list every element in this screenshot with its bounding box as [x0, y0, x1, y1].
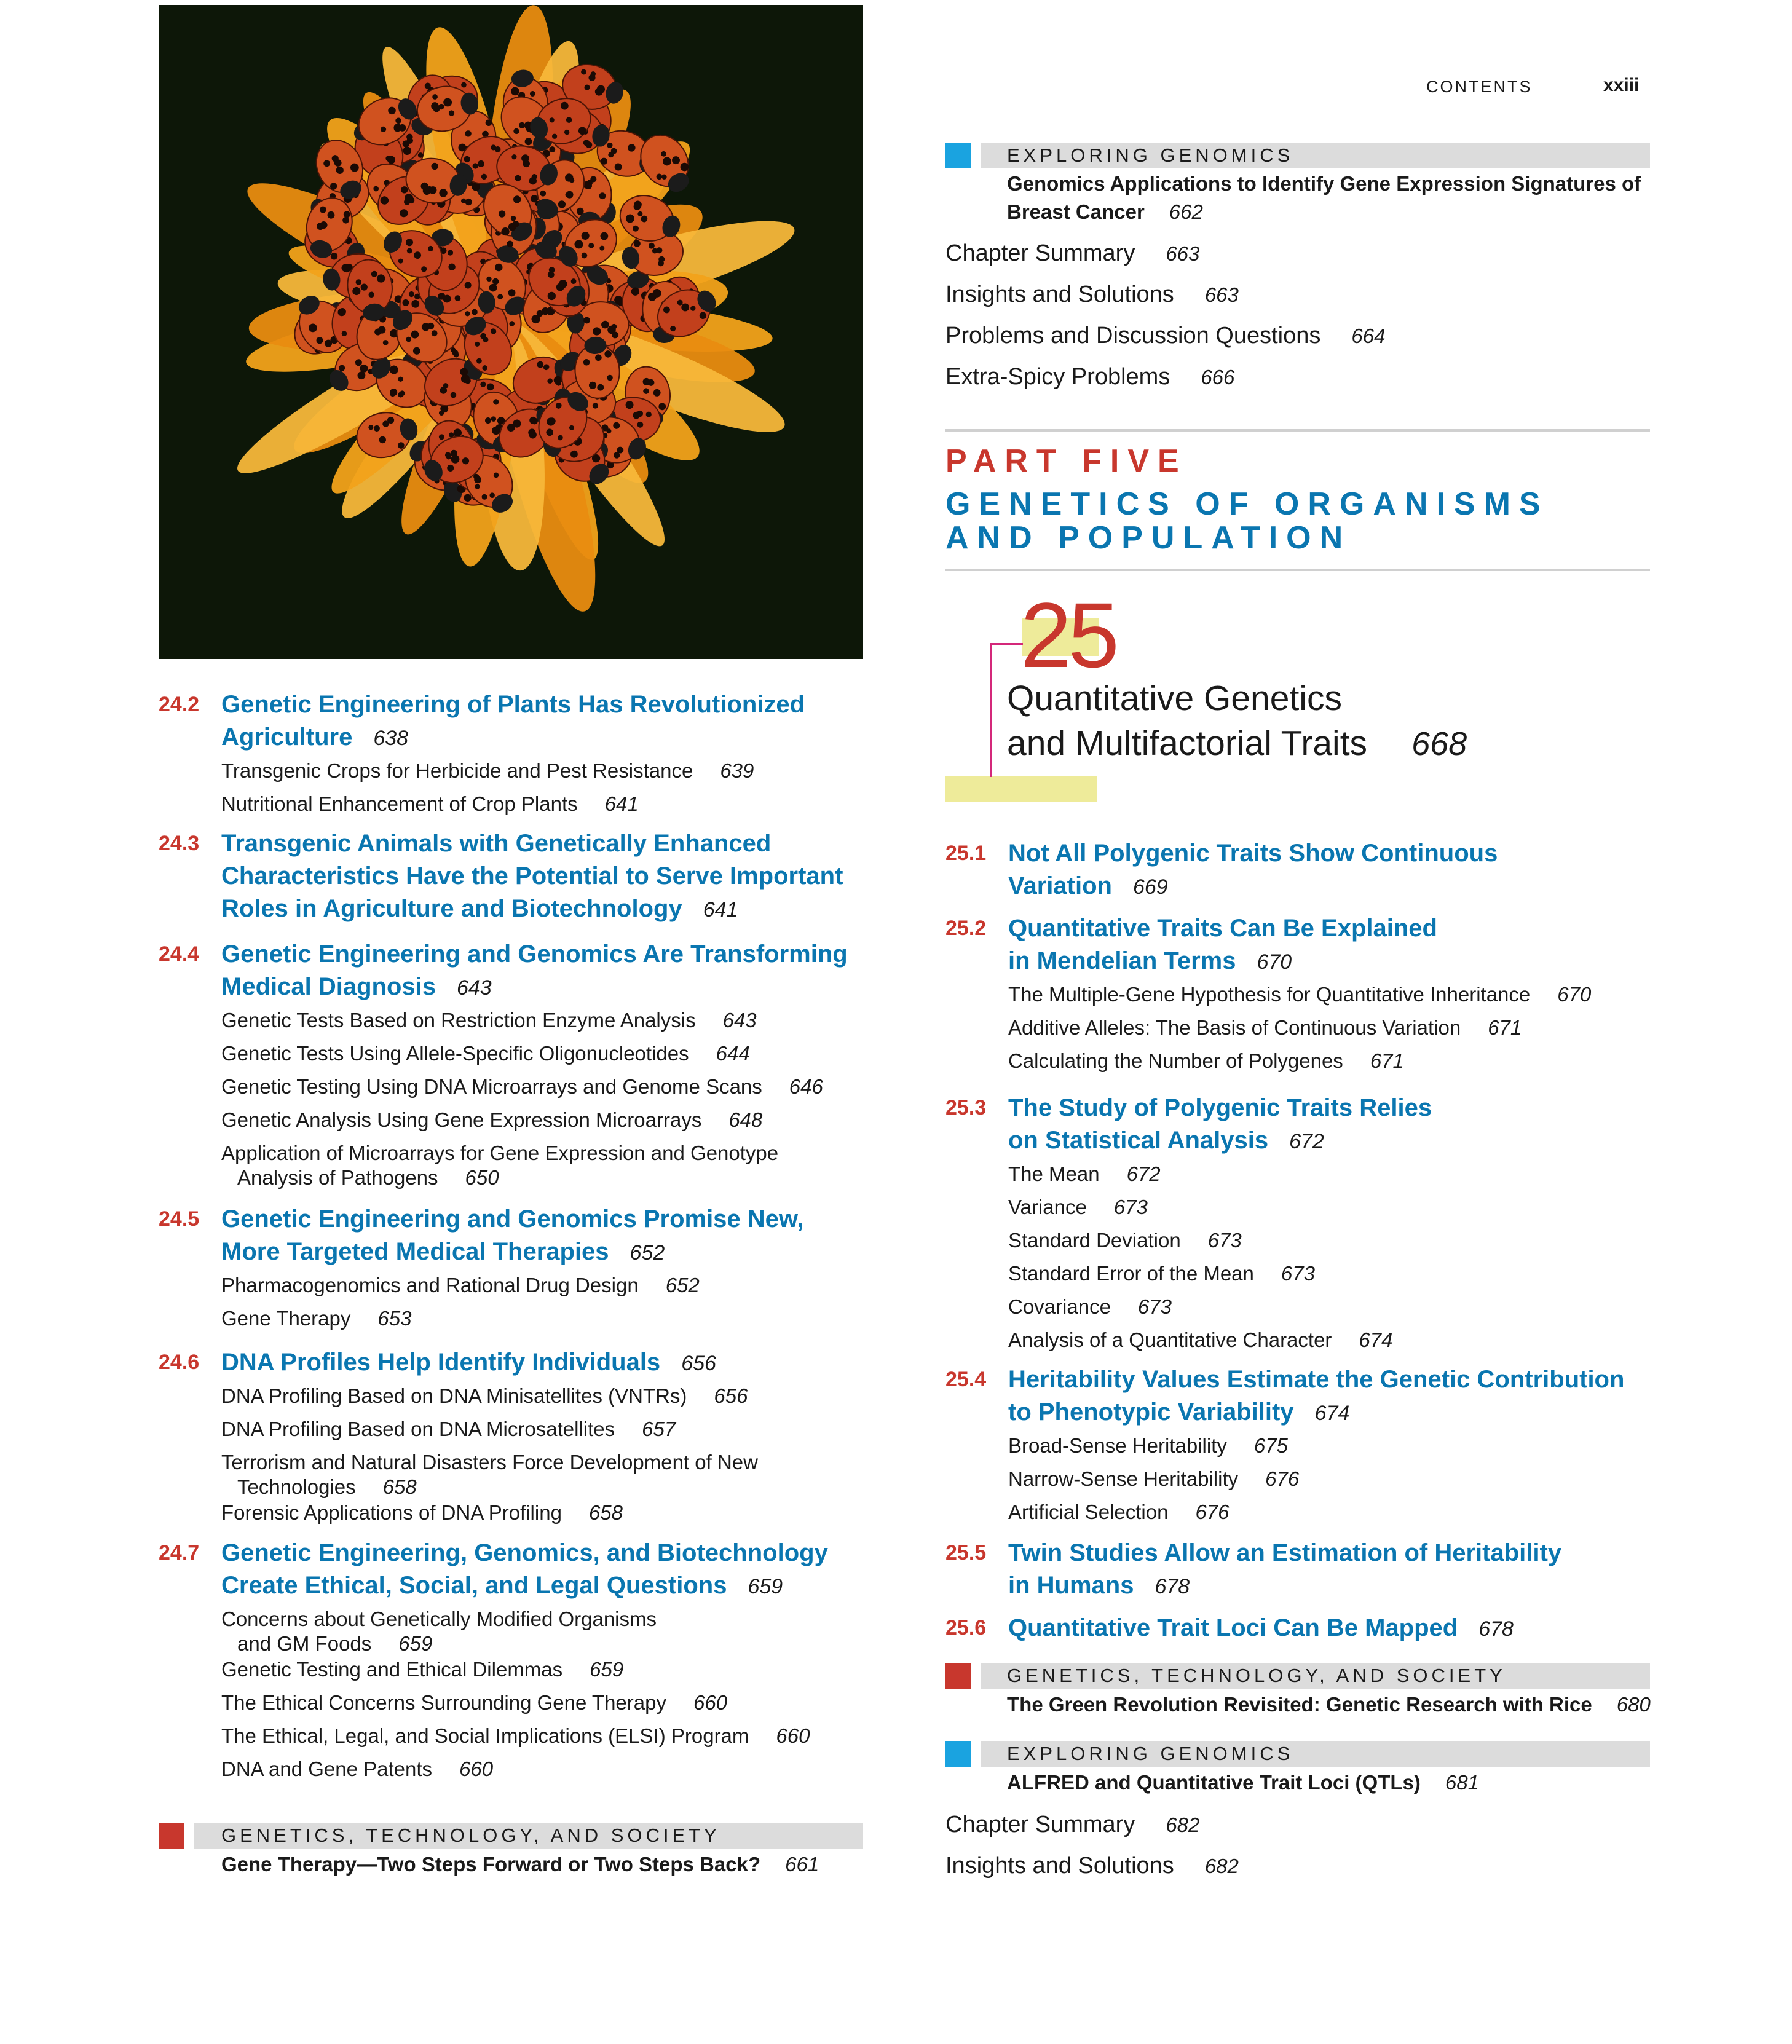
subsection-title: Forensic Applications of DNA Profiling [221, 1501, 562, 1524]
section-title-line: Genetic Engineering of Plants Has Revolutionized [221, 691, 805, 718]
subsection-title-cont: and GM Foods 659 [237, 1632, 433, 1655]
subsection-title: The Ethical Concerns Surrounding Gene Therapy [221, 1691, 666, 1714]
subsection-title: Gene Therapy [221, 1307, 351, 1330]
feature-title[interactable] [1007, 170, 1641, 226]
section-number: 25.6 [945, 1616, 987, 1640]
subsection-page: 650 [465, 1166, 499, 1189]
subsection-title: Concerns about Genetically Modified Organisms [221, 1608, 657, 1630]
subsection-title: DNA Profiling Based on DNA Minisatellites (VNTRs) [221, 1384, 687, 1407]
subsection-page: 672 [1126, 1162, 1161, 1185]
chapter-rule [990, 643, 992, 777]
section-title-line: on Statistical Analysis [1008, 1127, 1269, 1154]
chapter-title: Quantitative Genetics [1007, 679, 1342, 718]
section-title-line: Variation [1008, 872, 1112, 899]
subsection-title: The Multiple-Gene Hypothesis for Quantitative Inheritance [1008, 983, 1531, 1006]
subsection-page: 657 [642, 1418, 676, 1440]
feature-marker-blue [945, 143, 971, 168]
endmatter-title: Chapter Summary [945, 240, 1135, 266]
feature-label: EXPLORING GENOMICS [1007, 144, 1294, 166]
subsection-title: DNA Profiling Based on DNA Microsatellites [221, 1418, 615, 1440]
subsection-title: Analysis of a Quantitative Character [1008, 1328, 1332, 1351]
running-head: CONTENTS [1426, 77, 1533, 96]
subsection-title: Standard Deviation [1008, 1229, 1181, 1252]
section-number: 24.5 [159, 1207, 200, 1231]
feature-title[interactable] [1007, 1769, 1479, 1797]
subsection-page: 644 [716, 1042, 750, 1065]
subsection-page: 674 [1359, 1328, 1393, 1351]
endmatter-title: Chapter Summary [945, 1812, 1135, 1837]
subsection-title: Broad-Sense Heritability [1008, 1434, 1227, 1457]
section-title-line: Transgenic Animals with Genetically Enhanced [221, 830, 772, 857]
subsection-title: Genetic Testing Using DNA Microarrays and Genome Scans [221, 1075, 762, 1098]
section-title [221, 689, 873, 755]
section-page: 670 [1257, 950, 1292, 974]
endmatter-item[interactable] [945, 1809, 1199, 1841]
endmatter-page: 666 [1201, 366, 1235, 389]
section-page: 652 [630, 1241, 665, 1265]
section-page: 659 [748, 1575, 783, 1598]
feature-label: GENETICS, TECHNOLOGY, AND SOCIETY [1007, 1665, 1506, 1686]
toc-subsection[interactable] [221, 1306, 411, 1331]
feature-marker-red [945, 1663, 971, 1689]
section-page: 656 [681, 1352, 716, 1375]
section-title [221, 1346, 873, 1380]
toc-subsection[interactable] [221, 1607, 657, 1656]
part-title: AND POPULATION [945, 520, 1352, 556]
endmatter-item[interactable] [945, 237, 1199, 270]
section-page: 672 [1289, 1130, 1324, 1153]
endmatter-item[interactable] [945, 361, 1234, 393]
feature-label: EXPLORING GENOMICS [1007, 1743, 1294, 1764]
subsection-title: Terrorism and Natural Disasters Force Development of New [221, 1451, 758, 1474]
section-number: 24.3 [159, 832, 200, 855]
page-number: xxiii [1603, 75, 1640, 95]
feature-title-line: Breast Cancer [1007, 200, 1145, 223]
endmatter-page: 663 [1204, 283, 1239, 306]
feature-title-line: Genomics Applications to Identify Gene Expression Signatures of [1007, 172, 1641, 195]
toc-subsection[interactable] [1008, 1228, 1242, 1253]
subsection-page: 676 [1265, 1467, 1300, 1490]
section-title-line: Create Ethical, Social, and Legal Questions [221, 1572, 727, 1599]
subsection-page: 671 [1488, 1016, 1522, 1039]
section-title-line: Not All Polygenic Traits Show Continuous [1008, 840, 1498, 867]
toc-subsection[interactable] [1008, 1328, 1392, 1352]
endmatter-title: Problems and Discussion Questions [945, 323, 1321, 349]
toc-subsection[interactable] [221, 1008, 757, 1033]
divider [945, 569, 1650, 571]
subsection-page: 671 [1370, 1049, 1404, 1072]
section-number: 25.3 [945, 1096, 987, 1119]
subsection-page: 660 [459, 1758, 494, 1780]
subsection-title: Genetic Testing and Ethical Dilemmas [221, 1658, 563, 1681]
endmatter-page: 664 [1351, 325, 1386, 347]
toc-subsection[interactable] [221, 792, 639, 816]
endmatter-item[interactable] [945, 1850, 1239, 1882]
toc-subsection[interactable] [1008, 1261, 1315, 1286]
endmatter-title: Insights and Solutions [945, 282, 1174, 307]
section-title [221, 827, 873, 926]
section-number: 24.7 [159, 1541, 200, 1565]
endmatter-item[interactable] [945, 320, 1385, 352]
toc-subsection[interactable] [1008, 1162, 1161, 1186]
subsection-title: Narrow-Sense Heritability [1008, 1467, 1239, 1490]
section-title-line: Genetic Engineering, Genomics, and Biotechnology [221, 1539, 828, 1566]
toc-subsection[interactable] [221, 1657, 623, 1682]
subsection-page: 659 [398, 1632, 433, 1655]
section-number: 25.1 [945, 842, 987, 865]
toc-subsection[interactable] [1008, 982, 1591, 1007]
toc-subsection[interactable] [1008, 1467, 1299, 1491]
section-title-line: Quantitative Trait Loci Can Be Mapped [1008, 1614, 1458, 1641]
subsection-title: Variance [1008, 1196, 1087, 1218]
section-title-line: Characteristics Have the Potential to Serve Important [221, 862, 843, 890]
section-title [221, 1537, 873, 1603]
subsection-title-cont: Analysis of Pathogens 650 [237, 1166, 499, 1189]
section-number: 25.5 [945, 1541, 987, 1565]
subsection-page: 673 [1207, 1229, 1242, 1252]
subsection-page: 676 [1195, 1501, 1230, 1523]
toc-subsection[interactable] [221, 1108, 762, 1132]
subsection-title: Calculating the Number of Polygenes [1008, 1049, 1343, 1072]
section-title-line: Roles in Agriculture and Biotechnology [221, 895, 682, 922]
subsection-title: Artificial Selection [1008, 1501, 1169, 1523]
feature-page: 661 [785, 1853, 819, 1876]
subsection-page: 643 [722, 1009, 757, 1032]
subsection-page: 656 [714, 1384, 748, 1407]
section-number: 24.2 [159, 693, 200, 716]
ladybug-illustration [159, 5, 863, 659]
chapter-page: 668 [1411, 725, 1467, 762]
section-title [221, 1203, 873, 1269]
subsection-page: 639 [720, 759, 754, 782]
subsection-title: DNA and Gene Patents [221, 1758, 433, 1780]
section-page: 678 [1478, 1617, 1514, 1641]
subsection-title: The Ethical, Legal, and Social Implications (ELSI) Program [221, 1724, 749, 1747]
subsection-title: Genetic Analysis Using Gene Expression Microarrays [221, 1108, 702, 1131]
feature-label: GENETICS, TECHNOLOGY, AND SOCIETY [221, 1825, 720, 1846]
section-title [1008, 1537, 1660, 1603]
endmatter-title: Extra-Spicy Problems [945, 364, 1170, 390]
section-title-line: The Study of Polygenic Traits Relies [1008, 1094, 1432, 1121]
endmatter-page: 682 [1166, 1813, 1200, 1836]
subsection-title: Application of Microarrays for Gene Expression and Genotype [221, 1142, 779, 1164]
toc-subsection[interactable] [221, 1501, 623, 1525]
part-label: PART FIVE [945, 443, 1188, 479]
subsection-title: Covariance [1008, 1295, 1111, 1318]
subsection-title: Pharmacogenomics and Rational Drug Design [221, 1274, 639, 1296]
section-title-line: DNA Profiles Help Identify Individuals [221, 1349, 661, 1376]
subsection-page: 660 [776, 1724, 810, 1747]
divider [945, 429, 1650, 432]
section-number: 25.4 [945, 1368, 987, 1391]
endmatter-title: Insights and Solutions [945, 1853, 1174, 1879]
section-page: 643 [456, 976, 492, 1000]
chapter-title[interactable] [1007, 721, 1467, 767]
toc-subsection[interactable] [221, 1450, 758, 1499]
toc-subsection[interactable] [221, 1757, 493, 1782]
section-title-line: in Humans [1008, 1572, 1134, 1599]
section-title-line: Heritability Values Estimate the Genetic Contribution [1008, 1366, 1625, 1393]
toc-subsection[interactable] [221, 1691, 727, 1715]
section-number: 25.2 [945, 917, 987, 940]
toc-subsection[interactable] [221, 1384, 748, 1408]
feature-page: 681 [1445, 1771, 1479, 1794]
subsection-title: Transgenic Crops for Herbicide and Pest Resistance [221, 759, 693, 782]
subsection-page: 673 [1113, 1196, 1148, 1218]
section-title-line: Agriculture [221, 724, 353, 751]
endmatter-item[interactable] [945, 278, 1239, 311]
subsection-page: 652 [665, 1274, 700, 1296]
subsection-page: 653 [377, 1307, 412, 1330]
section-page: 678 [1155, 1575, 1190, 1598]
subsection-title: Additive Alleles: The Basis of Continuous Variation [1008, 1016, 1461, 1039]
feature-marker-blue [945, 1741, 971, 1767]
section-title [1008, 1092, 1660, 1158]
toc-subsection[interactable] [221, 1273, 700, 1298]
toc-subsection[interactable] [221, 759, 754, 783]
subsection-title: The Mean [1008, 1162, 1100, 1185]
feature-page: 680 [1616, 1693, 1651, 1716]
toc-subsection[interactable] [1008, 1016, 1522, 1040]
feature-title-text: Gene Therapy—Two Steps Forward or Two Steps Back? [221, 1853, 761, 1876]
subsection-page: 658 [382, 1475, 417, 1498]
toc-subsection[interactable] [1008, 1434, 1288, 1458]
section-title-line: to Phenotypic Variability [1008, 1399, 1294, 1426]
section-title [1008, 1612, 1660, 1646]
toc-subsection[interactable] [221, 1724, 810, 1748]
section-title-line: Genetic Engineering and Genomics Are Transforming [221, 941, 848, 968]
ladybug-photo [159, 5, 863, 659]
endmatter-page: 682 [1204, 1855, 1239, 1877]
section-title [1008, 1363, 1660, 1430]
section-title-line: Quantitative Traits Can Be Explained [1008, 915, 1437, 942]
section-title-line: in Mendelian Terms [1008, 947, 1236, 974]
section-title-line: More Targeted Medical Therapies [221, 1238, 609, 1265]
section-number: 24.4 [159, 942, 200, 966]
toc-subsection[interactable] [1008, 1500, 1230, 1525]
subsection-title-cont: Technologies 658 [237, 1475, 417, 1498]
feature-page: 662 [1169, 200, 1203, 223]
section-title-line: Twin Studies Allow an Estimation of Heritability [1008, 1539, 1562, 1566]
toc-subsection[interactable] [221, 1075, 823, 1099]
subsection-title: Nutritional Enhancement of Crop Plants [221, 792, 578, 815]
chapter-accent [945, 776, 1097, 802]
chapter-title-text: and Multifactorial Traits [1007, 724, 1368, 763]
section-title [1008, 837, 1660, 904]
section-title [1008, 912, 1660, 979]
toc-subsection[interactable] [221, 1041, 750, 1066]
feature-marker-red [159, 1823, 184, 1849]
chapter-number: 25 [1020, 583, 1116, 687]
section-page: 674 [1314, 1402, 1350, 1425]
subsection-page: 648 [728, 1108, 763, 1131]
section-page: 669 [1132, 875, 1168, 899]
subsection-page: 673 [1137, 1295, 1172, 1318]
subsection-page: 670 [1557, 983, 1592, 1006]
subsection-page: 641 [604, 792, 639, 815]
part-title: GENETICS OF ORGANISMS [945, 486, 1549, 522]
feature-title-text: The Green Revolution Revisited: Genetic Research with Rice [1007, 1693, 1592, 1716]
subsection-page: 675 [1253, 1434, 1288, 1457]
subsection-title: Standard Error of the Mean [1008, 1262, 1254, 1285]
toc-subsection[interactable] [1008, 1295, 1172, 1319]
toc-subsection[interactable] [1008, 1195, 1148, 1220]
endmatter-page: 663 [1166, 242, 1200, 265]
section-title-line: Medical Diagnosis [221, 973, 436, 1000]
subsection-title: Genetic Tests Using Allele-Specific Oligonucleotides [221, 1042, 689, 1065]
feature-title-text: ALFRED and Quantitative Trait Loci (QTLs) [1007, 1771, 1421, 1794]
toc-subsection[interactable] [221, 1417, 676, 1442]
toc-subsection[interactable] [221, 1141, 778, 1190]
subsection-page: 660 [693, 1691, 728, 1714]
section-page: 638 [373, 727, 409, 750]
subsection-page: 658 [588, 1501, 623, 1524]
subsection-page: 646 [789, 1075, 823, 1098]
subsection-page: 673 [1281, 1262, 1315, 1285]
section-title-line: Genetic Engineering and Genomics Promise New, [221, 1205, 804, 1233]
toc-subsection[interactable] [1008, 1049, 1404, 1073]
section-page: 641 [703, 898, 738, 921]
feature-title[interactable] [1007, 1691, 1651, 1719]
chapter-rule [990, 643, 1023, 645]
subsection-page: 659 [590, 1658, 624, 1681]
section-number: 24.6 [159, 1351, 200, 1374]
section-title [221, 938, 873, 1004]
feature-title[interactable] [221, 1850, 819, 1879]
subsection-title: Genetic Tests Based on Restriction Enzyme Analysis [221, 1009, 696, 1032]
